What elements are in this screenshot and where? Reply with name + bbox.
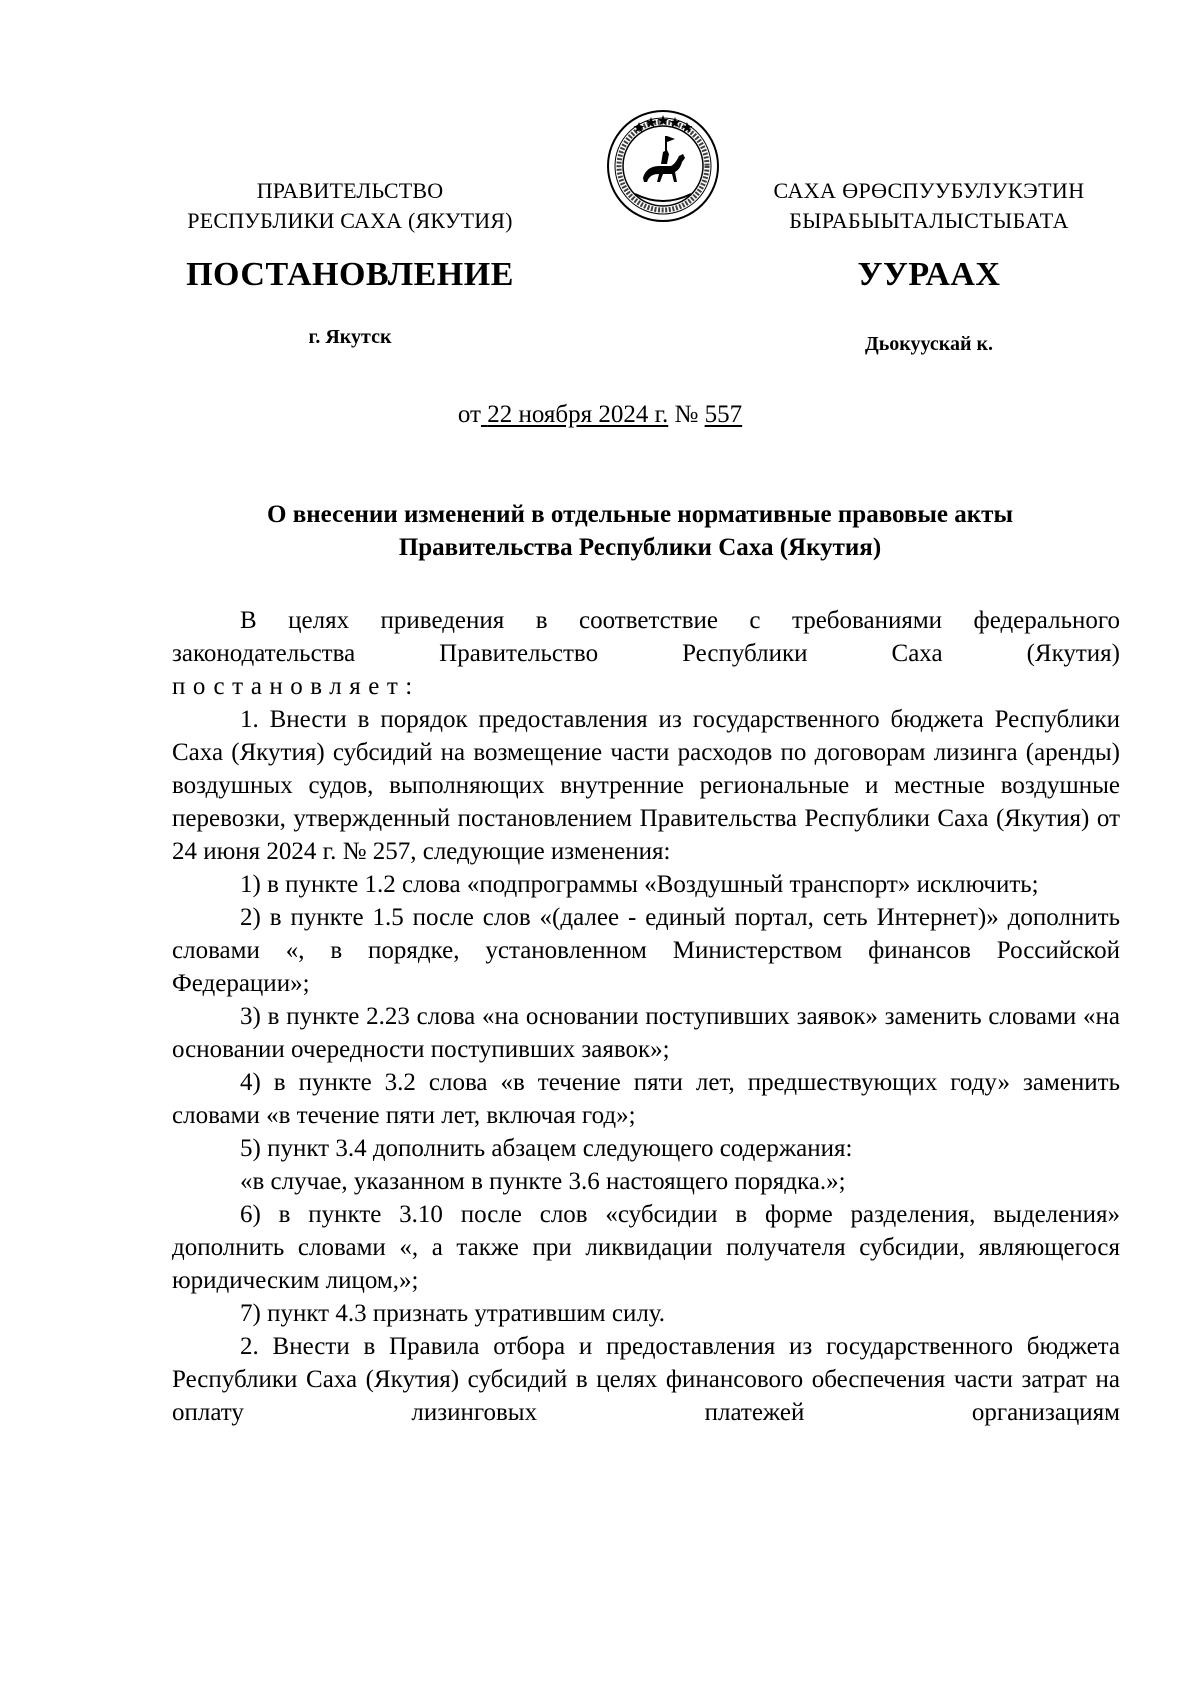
paragraph-1: 1. Внести в порядок предоставления из государственного бюджета Республики Саха (Якутия) субсидий на возмещение части расходов по договорам лизинга (аренды) воздушных судов, выполняющих внутренние региональные и местные воздушные перевозки, утвержденный постановлением Правительства Республики Саха (Якутия) от 24 июня 2024 г. № 257, следующие изменения: [172, 706, 1120, 865]
dateline [0, 399, 1200, 431]
preamble-line1: В целях приведения в соответствие с требованиями федерального [240, 607, 1120, 634]
header-right-line1: САХА ӨРӨСПУУБУЛУКЭТИН [773, 178, 1085, 203]
document-title-line1: О внесении изменений в отдельные нормативные правовые акты [267, 501, 1013, 528]
item-7: 7) пункт 4.3 признать утратившим силу. [240, 1300, 666, 1327]
city-sah: Дьокуускай к. [864, 333, 994, 355]
resolves-word: постановляет: [172, 673, 420, 700]
emblem-icon [605, 108, 721, 224]
document-title-line2: Правительства Республики Саха (Якутия) [398, 534, 882, 561]
header-right-block [748, 176, 1110, 236]
header-left-line2: РЕСПУБЛИКИ САХА (ЯКУТИЯ) [187, 208, 513, 233]
title-resolution-sah: УУРААХ [857, 256, 1001, 293]
city-ru: г. Якутск [308, 326, 392, 348]
coat-of-arms-emblem [605, 108, 721, 224]
item-5: 5) пункт 3.4 дополнить абзацем следующего содержания: [240, 1135, 853, 1162]
header-left-block [150, 176, 550, 236]
item-3: 3) в пункте 2.23 слова «на основании поступивших заявок» заменить словами «на основании очередности поступивших заявок»; [172, 1003, 1120, 1063]
item-4: 4) в пункте 3.2 слова «в течение пяти лет, предшествующих году» заменить словами «в течение пяти лет, включая год»; [172, 1069, 1120, 1129]
item-2: 2) в пункте 1.5 после слов «(далее - единый портал, сеть Интернет)» дополнить словами «, в порядке, установленном Министерством финансов Российской Федерации»; [172, 904, 1120, 997]
document-title [170, 498, 1110, 564]
item-5-quote: «в случае, указанном в пункте 3.6 настоящего порядка.»; [240, 1168, 846, 1195]
dateline-prefix: от [457, 401, 481, 428]
dateline-number: 557 [704, 401, 743, 428]
dateline-number-sign: № [674, 401, 699, 428]
paragraph-2: 2. Внести в Правила отбора и предоставления из государственного бюджета Республики Саха (Якутия) субсидий в целях финансового обеспечения части затрат на оплату лизинговых платежей организациям [172, 1333, 1120, 1426]
header-left-line1: ПРАВИТЕЛЬСТВО [256, 178, 444, 203]
item-6: 6) в пункте 3.10 после слов «субсидии в форме разделения, выделения» дополнить словами «, а также при ликвидации получателя субсидии, являющегося юридическим лицом,»; [172, 1201, 1120, 1294]
title-resolution-ru: ПОСТАНОВЛЕНИЕ [186, 256, 514, 293]
preamble-line2: законодательства Правительство Республики Саха (Якутия) [172, 640, 1120, 667]
header-right-line2: БЫРАБЫЫТАЛЫСТЫБАТА [789, 208, 1069, 233]
document-body [172, 604, 1120, 1429]
dateline-date: 22 ноября 2024 г. [487, 401, 669, 428]
item-1: 1) в пункте 1.2 слова «подпрограммы «Воздушный транспорт» исключить; [240, 871, 1039, 898]
